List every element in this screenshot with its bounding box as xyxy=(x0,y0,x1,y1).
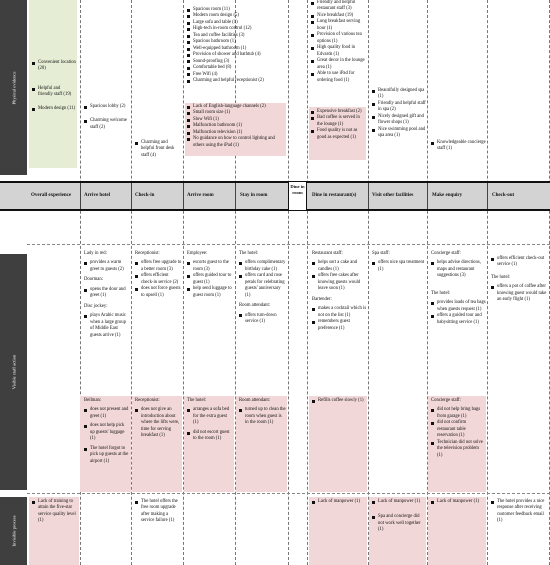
list-item: Charming and helpful front desk staff (4) xyxy=(135,140,182,159)
stage-stay-in-room: Stay in room xyxy=(240,193,268,198)
stage-check-out: Check-out xyxy=(492,193,515,198)
stage-make-enquiry: Make enquiry xyxy=(432,193,463,198)
arrive-hotel-evidence xyxy=(84,104,128,131)
restaurant-evidence-negative: Expensive breakfast (2) Bad coffee is served in the lounge (1) Food quality is not as good as expected (1) xyxy=(311,109,366,141)
room-evidence-positive: Spacious room (11) Modern room design (5) Large sofa and table (1) High-tech in-room control (12) Tea and coffee facilities (3) Spacious bathroom (1) Well-equipped bathroom (1) Provision of shower and bathtub (4) Sound-proofing (3) Comfortable bed (8) Free Wifi (4) Charming and helpful receptionist (2) xyxy=(187,7,287,85)
staff-check-out: offers efficient check-out service (1) The hotel: offers a pot of coffee after knowing guest would take an early flight (1) xyxy=(491,256,547,303)
facilities-evidence: Beautifully designed spa (1) Friendly and helpful staff in spa (2) Nicely designed gift and flower shops (1) Nice swimming pool and spa area (1) xyxy=(372,88,426,140)
physical-evidence-label: Physical evidence xyxy=(0,0,27,175)
staff-restaurant: Restaurant staff: helps sort a cake and candles (1) offers free cakes after knowing guests would leave soon (1) Bartender: makes a cocktail which is not on the list (1) remembers guest preference (1) xyxy=(312,251,367,331)
staff-restaurant-negative: Refills coffee slowly (1) xyxy=(312,398,366,404)
staff-facilities: Spa staff: offers nice spa treatment (1) xyxy=(372,251,425,272)
stage-dine-in-room: Dine in room xyxy=(288,181,307,211)
visible-staff-action-label: Visible staff action xyxy=(0,254,27,490)
invisible-check-in: The hotel offers the free room upgrade after making a service failure (1) xyxy=(135,499,181,525)
staff-arrive-hotel: Lady in red: provides a warm greet to guests (2) Doorman: opens the door and greet (1) Disc jockey: plays Arabic music when a large group of Middle East guests arrive (1) xyxy=(84,251,130,339)
invisible-enquiry: Lack of manpower (1) xyxy=(431,499,485,505)
list-item: Charming welcome staff (2) xyxy=(84,118,128,131)
invisible-facilities: Lack of manpower (1) Spa and concierge did not work well together (1) xyxy=(372,499,425,534)
invisible-check-out: The hotel provides a nice response after receiving customer feedback email (1) xyxy=(491,499,548,525)
invisible-process-label: Invisible process xyxy=(0,497,27,565)
staff-check-in-negative: Receptionist: does not give an introduction about where the lifts were, time for serving breakfast (1) xyxy=(135,398,180,439)
stage-visit-facilities: Visit other facilities xyxy=(372,193,414,198)
staff-enquiry: Concierge staff: helps advise directions, maps and restaurant suggestions (3) The hotel: provides loads of tea bags when guests request (1) offers a guided tour and babysitting service (1) xyxy=(431,251,486,325)
list-item: Modern design (11) xyxy=(32,106,76,112)
invisible-restaurant: Lack of manpower (1) xyxy=(312,499,366,505)
stage-arrive-hotel: Arrive hotel xyxy=(84,193,110,198)
staff-arrive-room: Employee: escorts guest to the room (3) offers guided tour to guest (1) help send luggage to guest room (1) xyxy=(187,251,234,299)
staff-stay-in-room: The hotel: offers complimentary birthday cake (1) offers card and rose petals for celebrating guests' anniversary (1) Room attendant: offers turn-down service (1) xyxy=(239,251,286,325)
stage-overall: Overall experience xyxy=(31,193,72,198)
checkin-evidence xyxy=(135,140,182,159)
customer-journey-bar xyxy=(0,181,550,211)
list-item: Helpful and friendly staff (19) xyxy=(32,86,76,99)
staff-stay-in-room-negative: Room attendant: turned up to clean the room when guest is in the room (1) xyxy=(239,398,286,426)
list-item: Spacious lobby (2) xyxy=(84,104,128,110)
room-evidence-negative: Lack of English-language channels (2) Small room size (1) Slow Wifi (1) Malfunction bathroom (1) Malfunction television (1) No guidance on how to control lighting and others using the iPad (1) xyxy=(187,104,285,149)
staff-arrive-hotel-negative: Bellman: does not present and greet (1) does not help pick up guests' luggage (1) The hotel forgot to pick up guests at the airport (1) xyxy=(84,398,129,464)
restaurant-evidence-positive: Friendly and helpful restaurant staff (3) Nice breakfast (19) Long breakfast serving hour (1) Provision of various tea options (1) High quality food in Edvards (1) Great decor in the lounge area (1) Able to use iPad for ordering food (1) xyxy=(311,0,367,84)
stage-check-in: Check-in xyxy=(135,193,155,198)
invisible-overall: Lack of training to attain the five-star service quality level (1) xyxy=(32,499,78,525)
list-item: Convenient location (20) xyxy=(32,60,76,73)
staff-arrive-room-negative: The hotel: arranges a sofa bed for the extra guest (1) did not escort guest to the room (1) xyxy=(187,398,233,443)
staff-enquiry-negative: Concierge staff: did not help bring bags from garage (1) did not confirm restaurant table reservation (1) Technician did not solve the television problem (1) xyxy=(431,398,485,459)
enquiry-evidence: Knowledgeable concierge staff (1) xyxy=(431,140,486,153)
overall-evidence xyxy=(32,60,76,112)
stage-dine-in-restaurant: Dine in restaurant(s) xyxy=(312,193,357,198)
stage-arrive-room: Arrive room xyxy=(187,193,214,198)
staff-check-in: Receptionist: offers free upgrade to a better room (3) offers efficient check-in service (2) does not force guests to upsell (1) xyxy=(135,251,182,298)
